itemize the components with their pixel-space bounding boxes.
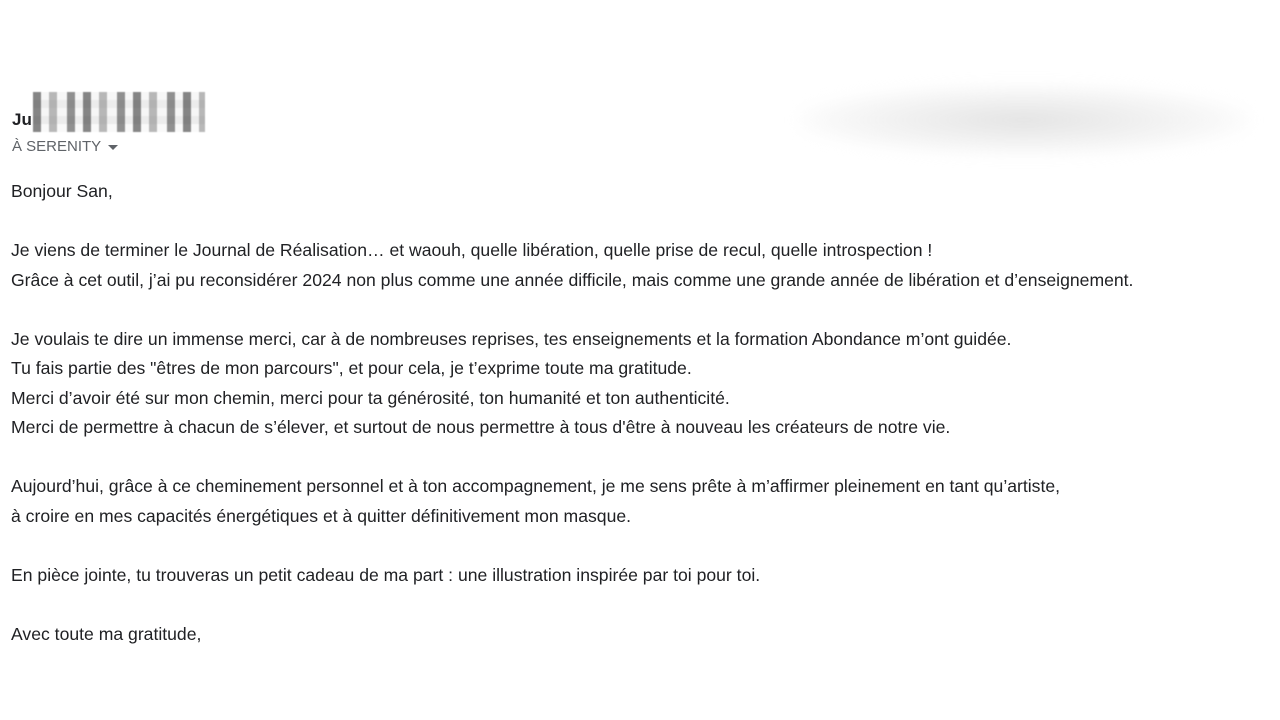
paragraph-2-line-3: Merci d’avoir été sur mon chemin, merci pour ta générosité, ton humanité et ton authenticité. <box>11 387 730 408</box>
paragraph-4-line-1: En pièce jointe, tu trouveras un petit cadeau de ma part : une illustration inspirée par toi pour toi. <box>11 564 761 585</box>
recipient-label: À SERENITY <box>12 138 102 155</box>
paragraph-2-line-2: Tu fais partie des "êtres de mon parcours", et pour cela, je t’exprime toute ma gratitude. <box>11 358 692 378</box>
paragraph-2-line-4: Merci de permettre à chacun de s’élever, et surtout de nous permettre à tous d'être à nouveau les créateurs de notre vie. <box>11 417 951 437</box>
closing: Avec toute ma gratitude, <box>11 623 202 644</box>
chevron-down-icon[interactable] <box>108 145 118 150</box>
sender-name-redaction <box>33 92 205 132</box>
sender[interactable] <box>12 92 205 132</box>
sender-name: Ju <box>12 110 32 129</box>
paragraph-3-line-1: Aujourd’hui, grâce à ce cheminement personnel et à ton accompagnement, je me sens prête à m’affirmer pleinement en tant qu’artiste, <box>11 476 1061 496</box>
paragraph-3-line-2: à croire en mes capacités énergétiques et à quitter définitivement mon masque. <box>11 505 632 526</box>
greeting: Bonjour San, <box>11 181 113 201</box>
recipient-dropdown[interactable] <box>12 138 118 156</box>
redacted-sender-details <box>796 84 1252 156</box>
paragraph-2-line-1: Je voulais te dire un immense merci, car à de nombreuses reprises, tes enseignements et la formation Abondance m’ont guidée. <box>11 328 1012 349</box>
paragraph-1-line-1: Je viens de terminer le Journal de Réalisation… et waouh, quelle libération, quelle prise de recul, quelle introspection ! <box>11 240 933 260</box>
paragraph-1-line-2: Grâce à cet outil, j’ai pu reconsidérer 2024 non plus comme une année difficile, mais comme une grande année de libération et d’enseignement. <box>11 269 1134 290</box>
email-body <box>11 177 1277 649</box>
